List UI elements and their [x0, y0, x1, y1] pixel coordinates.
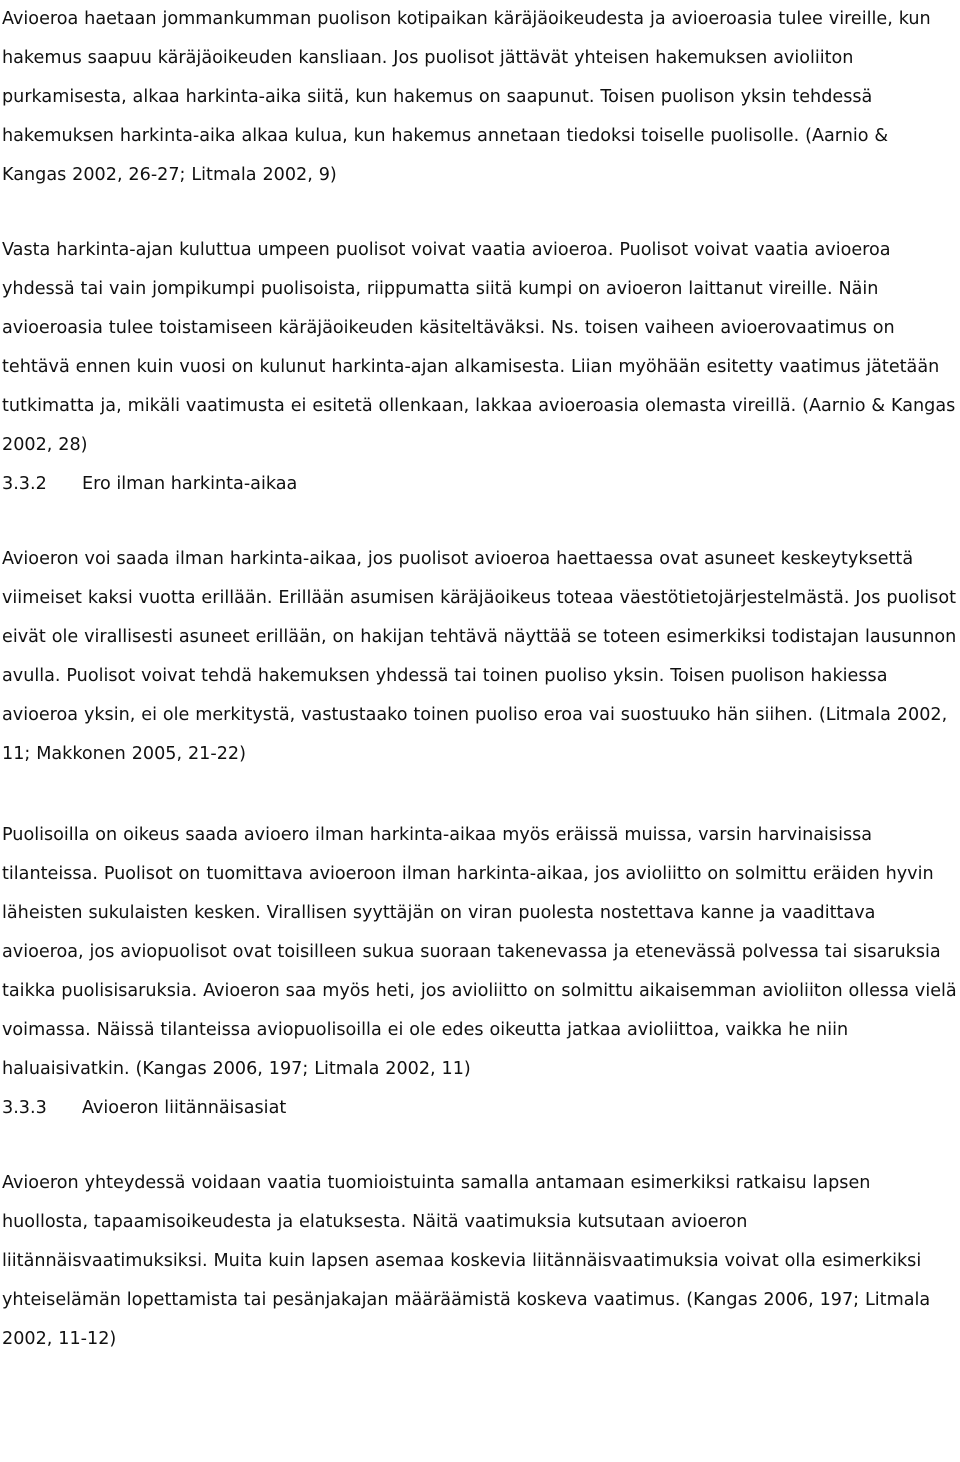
section-title: Ero ilman harkinta-aikaa — [82, 474, 298, 494]
paragraph-special-cases: Puolisoilla on oikeus saada avioero ilman harkinta-aikaa myös eräissä muissa, varsin harvinaisissa tilanteissa. Puolisot on tuomittava avioeroon ilman harkinta-aikaa, jos avioliitto on solmittu eräiden hyvin läheisten sukulaisten kesken. Virallisen syyttäjän on viran puolesta nostettava kanne ja vaadittava avioeroa, jos aviopuolisot ovat toisilleen sukua suoraan takenevassa ja etenevässä polvessa tai sisaruksia taikka puolisisaruksia. Avioeron saa myös heti, jos avioliitto on solmittu aikaisemman avioliiton ollessa vielä voimassa. Näissä tilanteissa aviopuolisoilla ei ole edes oikeutta jatkaa avioliittoa, vaikka he niin haluaisivatkin. (Kangas 2006, 197; Litmala 2002, 11) — [2, 825, 957, 1079]
paragraph-second-phase: Vasta harkinta-ajan kuluttua umpeen puolisot voivat vaatia avioeroa. Puolisot voivat vaatia avioeroa yhdessä tai vain jompikumpi puolisoista, riippumatta siitä kumpi on avioeron laittanut vireille. Näin avioeroasia tulee toistamiseen käräjäoikeuden käsiteltäväksi. Ns. toisen vaiheen avioerovaatimus on tehtävä ennen kuin vuosi on kulunut harkinta-ajan alkamisesta. Liian myöhään esitetty vaatimus jätetään tutkimatta ja, mikäli vaatimusta ei esitetä ollenkaan, lakkaa avioeroasia olemasta vireillä. (Aarnio & Kangas 2002, 28) — [2, 240, 956, 455]
section-title: Avioeron liitännäisasiat — [82, 1098, 287, 1118]
section-heading-3-3-3 — [2, 1089, 958, 1128]
section-number: 3.3.2 — [2, 474, 47, 494]
paragraph-ancillary-matters: Avioeron yhteydessä voidaan vaatia tuomioistuinta samalla antamaan esimerkiksi ratkaisu lapsen huollosta, tapaamisoikeudesta ja elatuksesta. Näitä vaatimuksia kutsutaan avioeron liitännäisvaatimuksiksi. Muita kuin lapsen asemaa koskevia liitännäisvaatimuksia voivat olla esimerkiksi yhteiselämän lopettamista tai pesänjakajan määräämistä koskeva vaatimus. (Kangas 2006, 197; Litmala 2002, 11-12) — [2, 1173, 931, 1349]
section-heading-3-3-2 — [2, 465, 958, 504]
section-number: 3.3.3 — [2, 1098, 47, 1118]
paragraph-filing: Avioeroa haetaan jommankumman puolison kotipaikan käräjäoikeudesta ja avioeroasia tulee vireille, kun hakemus saapuu käräjäoikeuden kansliaan. Jos puolisot jättävät yhteisen hakemuksen avioliiton purkamisesta, alkaa harkinta-aika siitä, kun hakemus on saapunut. Toisen puolison yksin tehdessä hakemuksen harkinta-aika alkaa kulua, kun hakemus annetaan tiedoksi toiselle puolisolle. (Aarnio & Kangas 2002, 26-27; Litmala 2002, 9) — [2, 9, 931, 185]
paragraph-spacer — [2, 504, 958, 540]
paragraph-no-reflection-period: Avioeron voi saada ilman harkinta-aikaa, jos puolisot avioeroa haettaessa ovat asuneet keskeytyksettä viimeiset kaksi vuotta erillään. Erillään asumisen käräjäoikeus toteaa väestötietojärjestelmästä. Jos puolisot eivät ole virallisesti asuneet erillään, on hakijan tehtävä näyttää se toteen esimerkiksi todistajan lausunnon avulla. Puolisot voivat tehdä hakemuksen yhdessä tai toinen puoliso yksin. Toisen puolison hakiessa avioeroa yksin, ei ole merkitystä, vastustaako toinen puoliso eroa vai suostuuko hän siihen. (Litmala 2002, 11; Makkonen 2005, 21-22) — [2, 549, 957, 764]
paragraph-spacer — [2, 774, 958, 816]
paragraph-spacer — [2, 1128, 958, 1164]
paragraph-spacer — [2, 195, 958, 231]
